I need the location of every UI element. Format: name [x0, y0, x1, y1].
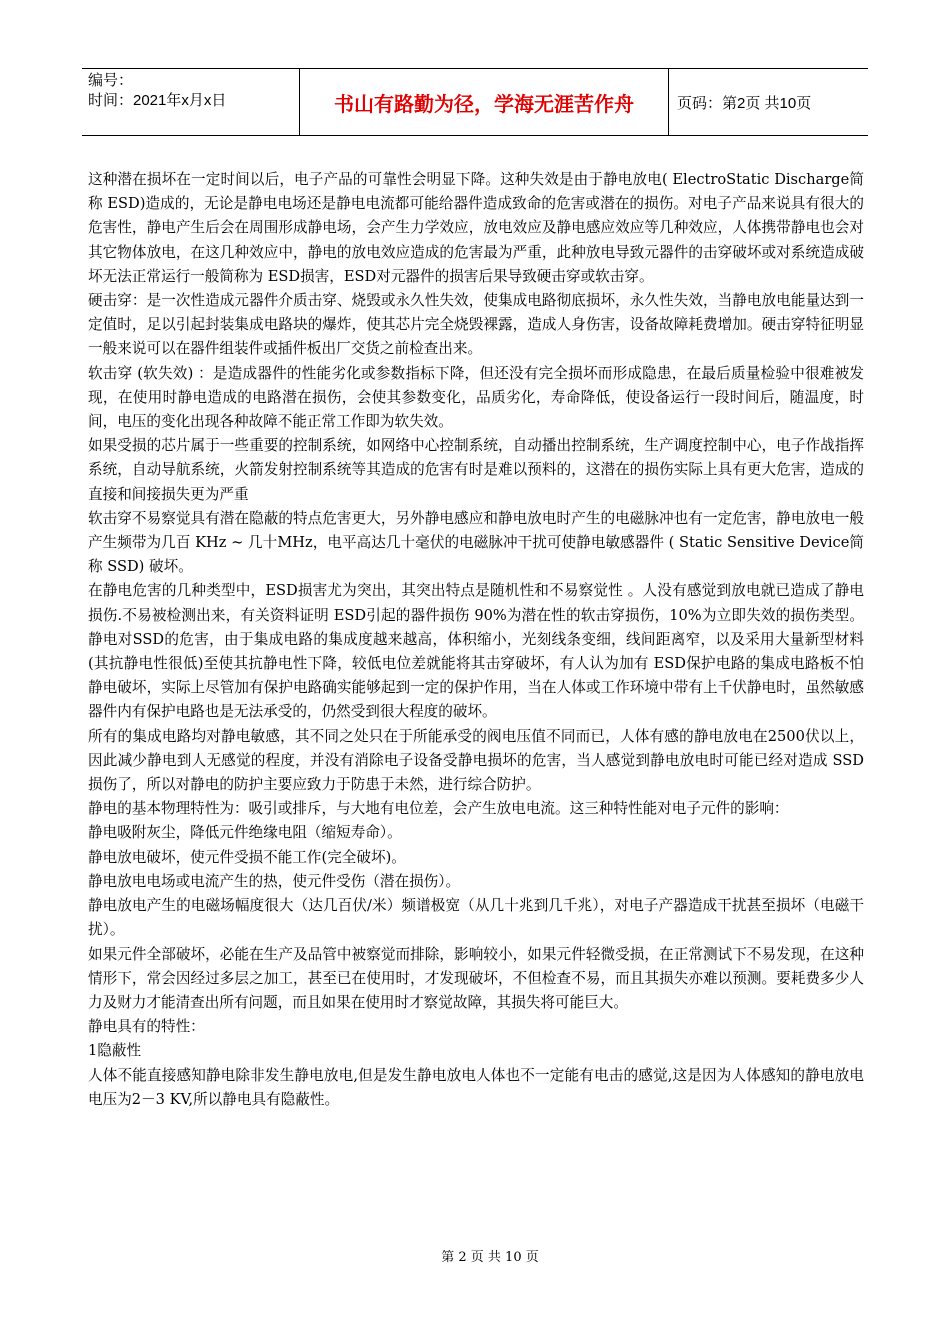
document-number-label: 编号：	[88, 72, 134, 89]
header-motto: 书山有路勤为径，学海无涯苦作舟	[300, 69, 669, 135]
paragraph: 静电放电电场或电流产生的热，使元件受伤（潜在损伤）。	[88, 872, 461, 890]
paragraph: 所有的集成电路均对静电敏感，其不同之处只在于所能承受的阀电压值不同而已，人体有感的静电放电在2500伏以上，因此减少静电到人无感觉的程度，并没有消除电子设备受静电损坏的危害，当人感觉到静电放电时可能已经对造成 SSD损伤了，所以对静电的防护主要应致力于防患于未然，进行综合防护。	[88, 727, 864, 794]
paragraph: 如果受损的芯片属于一些重要的控制系统，如网络中心控制系统，自动播出控制系统，生产调度控制中心，电子作战指挥系统，自动导航系统，火箭发射控制系统等其造成的危害有时是难以预料的，这潜在的损伤实际上具有更大危害，造成的直接和间接损失更为严重	[88, 437, 864, 503]
document-time-label: 时间：2021年x月x日	[88, 92, 227, 109]
paragraph: 人体不能直接感知静电除非发生静电放电,但是发生静电放电人体也不一定能有电击的感觉,这是因为人体感知的静电放电电压为2－3 KV,所以静电具有隐蔽性。	[88, 1066, 864, 1108]
paragraph: 静电放电破坏，使元件受损不能工作(完全破坏)。	[88, 848, 406, 866]
paragraph: 静电具有的特性：	[88, 1018, 205, 1036]
paragraph: 如果元件全部破坏，必能在生产及品管中被察觉而排除，影响较小，如果元件轻微受损，在正常测试下不易发现，在这种情形下，常会因经过多层之加工，甚至已在使用时，才发现破坏，不但检查不易，而且其损失亦难以预测。要耗费多少人力及财力才能清查出所有问题，而且如果在使用时才察觉故障，其损失将可能巨大。	[88, 945, 864, 1011]
paragraph: 硬击穿：是一次性造成元器件介质击穿、烧毁或永久性失效，使集成电路彻底损坏，永久性失效，当静电放电能量达到一定值时，足以引起封装集成电路块的爆炸，使其芯片完全烧毁裸露，造成人身伤害，设备故障耗费增加。硬击穿特征明显一般来说可以在器件组装件或插件板出厂交货之前检查出来。	[88, 292, 864, 358]
paragraph: 静电放电产生的电磁场幅度很大（达几百伏/米）频谱极宽（从几十兆到几千兆），对电子产器造成干扰甚至损坏（电磁干扰）。	[88, 897, 864, 939]
paragraph: 在静电危害的几种类型中，ESD损害尤为突出，其突出特点是随机性和不易察觉性 。人没有感觉到放电就已造成了静电损伤.不易被检测出来，有关资料证明 ESD引起的器件损伤 90%为潜在性的软击穿损伤，10%为立即失效的损伤类型。静电对SSD的危害，由于集成电路的集成度越来越高，体积缩小，光刻线条变细，线间距离窄，以及采用大量新型材料(其抗静电性很低)至使其抗静电性下降，较低电位差就能将其击穿破坏，有人认为加有 ESD保护电路的集成电路板不怕静电破坏，实际上尽管加有保护电路确实能够起到一定的保护作用，当在人体或工作环境中带有上千伏静电时，虽然敏感器件内有保护电路也是无法承受的，仍然受到很大程度的破坏。	[88, 582, 864, 721]
paragraph: 软击穿不易察觉具有潜在隐蔽的特点危害更大，另外静电感应和静电放电时产生的电磁脉冲也有一定危害，静电放电一般产生频带为几百 KHz ~ 几十MHz，电平高达几十毫伏的电磁脉冲干扰可使静电敏感器件 ( Static Sensitive Device简称 SSD) 破坏。	[88, 509, 864, 576]
paragraph: 这种潜在损坏在一定时间以后，电子产品的可靠性会明显下降。这种失效是由于静电放电( ElectroStatic Discharge简称 ESD)造成的，无论是静电电场还是静电电流都可能给器件造成致命的危害或潜在的损伤。对电子产品来说具有很大的危害性，静电产生后会在周围形成静电场，会产生力学效应，放电效应及静电感应效应等几种效应，人体携带静电也会对其它物体放电，在这几种效应中，静电的放电效应造成的危害最为严重，此种放电导致元器件的击穿破坏或对系统造成破坏无法正常运行一般简称为 ESD损害，ESD对元器件的损害后果导致硬击穿或软击穿。	[88, 171, 864, 285]
paragraph: 静电的基本物理特性为：吸引或排斥，与大地有电位差，会产生放电电流。这三种特性能对电子元件的影响：	[88, 800, 789, 818]
document-body	[88, 168, 864, 1112]
page-footer: 第 2 页 共 10 页	[441, 1250, 539, 1265]
paragraph: 软击穿 (软失效) ：是造成器件的性能劣化或参数指标下降，但还没有完全损坏而形成隐患，在最后质量检验中很难被发现，在使用时静电造成的电路潜在损伤，会使其参数变化，品质劣化，寿命降低，使设备运行一段时间后，随温度，时间，电压的变化出现各种故障不能正常工作即为软失效。	[88, 364, 864, 431]
header-meta	[82, 69, 300, 135]
paragraph: 1隐蔽性	[88, 1042, 142, 1060]
header-page-label: 页码：第2页 共10页	[677, 94, 812, 112]
paragraph: 静电吸附灰尘，降低元件绝缘电阻（缩短寿命）。	[88, 824, 402, 842]
page-header	[82, 68, 868, 136]
